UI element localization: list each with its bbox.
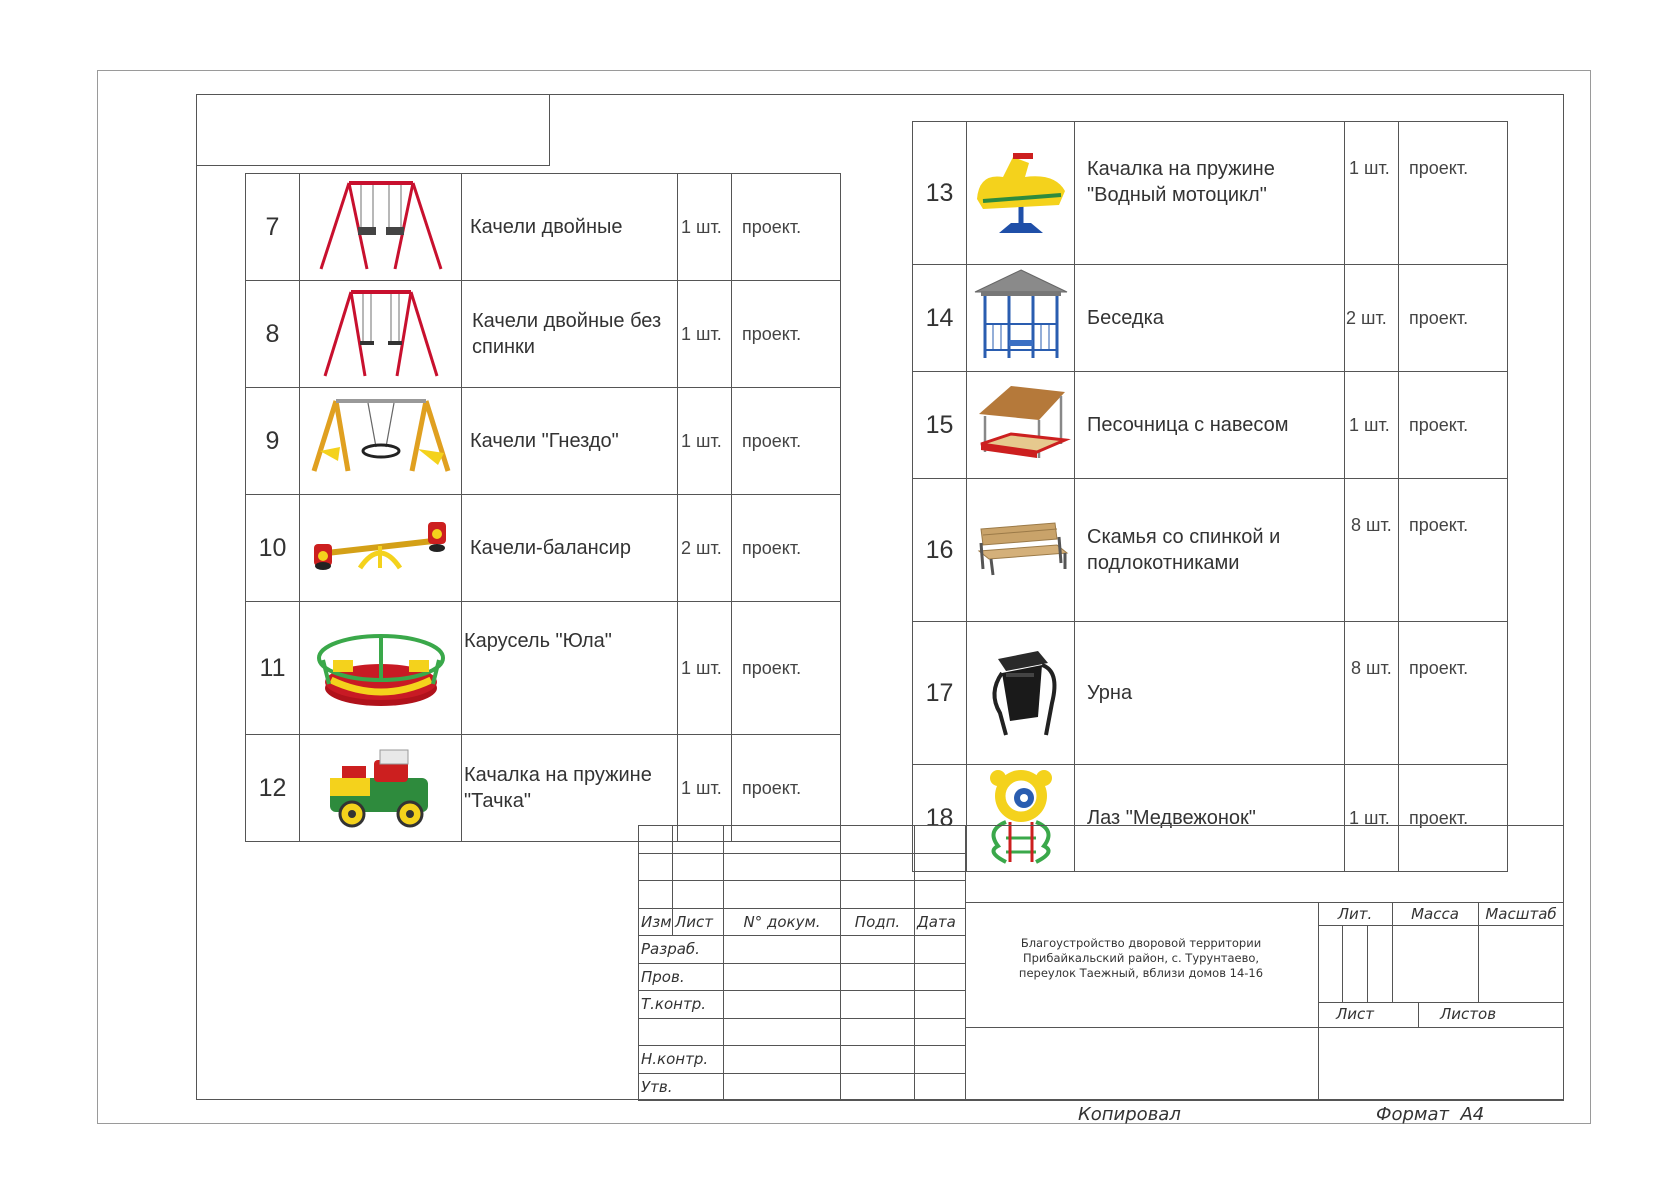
item-image (967, 122, 1075, 265)
empty-cell (639, 1018, 724, 1046)
item-number: 17 (913, 622, 967, 765)
role-developer: Разраб. (639, 936, 724, 964)
empty-cell (915, 881, 966, 909)
item-quantity: 1 шт. (1345, 765, 1399, 872)
item-status: проект. (732, 735, 841, 842)
item-name: Качалка на пружине "Водный мотоцикл" (1075, 122, 1345, 265)
item-name: Качели двойные (462, 174, 678, 281)
table-row (246, 388, 841, 495)
item-number: 8 (246, 281, 300, 388)
empty-cell (724, 1046, 841, 1074)
table-row (246, 281, 841, 388)
item-number: 13 (913, 122, 967, 265)
item-image (300, 735, 462, 842)
item-number: 11 (246, 602, 300, 735)
item-status: проект. (1399, 622, 1508, 765)
empty-cell (673, 881, 724, 909)
empty-cell (915, 991, 966, 1019)
empty-cell (724, 963, 841, 991)
item-name: Урна (1075, 622, 1345, 765)
empty-cell (841, 853, 915, 881)
empty-cell (841, 963, 915, 991)
empty-cell (724, 881, 841, 909)
project-title-line: переулок Таежный, вблизи домов 14-16 (1018, 966, 1264, 980)
carousel-icon (311, 618, 451, 714)
bench-icon (971, 513, 1071, 583)
gazebo-icon (971, 266, 1071, 366)
trash-bin-icon (976, 643, 1066, 739)
header-list: Лист (673, 908, 724, 936)
item-quantity: 2 шт. (1345, 265, 1399, 372)
item-number: 10 (246, 495, 300, 602)
empty-cell (915, 1046, 966, 1074)
lit-label: Лит. (1337, 905, 1373, 923)
item-quantity: 1 шт. (678, 602, 732, 735)
item-name: Качели-балансир (462, 495, 678, 602)
copied-label: Копировал (1078, 1104, 1181, 1125)
title-block-divider (1418, 1002, 1419, 1027)
item-image (967, 622, 1075, 765)
swing-double-icon (311, 177, 451, 273)
item-name: Качели двойные без спинки (462, 281, 678, 388)
title-block-divider (1367, 926, 1368, 1002)
item-name: Скамья со спинкой и подлокотниками (1075, 479, 1345, 622)
item-number: 7 (246, 174, 300, 281)
empty-cell (724, 991, 841, 1019)
item-name: Карусель "Юла" (462, 602, 678, 735)
item-quantity: 1 шт. (678, 735, 732, 842)
scale-label: Масштаб (1485, 905, 1557, 923)
header-date: Дата (915, 908, 966, 936)
item-quantity: 8 шт. (1345, 479, 1399, 622)
role-norm-control: Н.контр. (639, 1046, 724, 1074)
table-row (913, 122, 1508, 265)
empty-cell (915, 1073, 966, 1101)
top-left-label-box (196, 94, 550, 166)
empty-cell (915, 1018, 966, 1046)
item-image (967, 265, 1075, 372)
empty-cell (724, 936, 841, 964)
equipment-table-right (912, 121, 1508, 872)
item-image (300, 174, 462, 281)
item-status: проект. (732, 388, 841, 495)
empty-cell (673, 826, 724, 854)
table-row (246, 174, 841, 281)
swing-double-no-back-icon (311, 284, 451, 380)
empty-cell (639, 853, 673, 881)
nest-swing-icon (306, 391, 456, 487)
item-number: 12 (246, 735, 300, 842)
item-status: проект. (732, 495, 841, 602)
empty-cell (724, 826, 841, 854)
item-status: проект. (732, 174, 841, 281)
empty-cell (841, 1018, 915, 1046)
item-quantity: 1 шт. (1345, 372, 1399, 479)
item-number: 14 (913, 265, 967, 372)
item-image (300, 495, 462, 602)
item-name: Лаз "Медвежонок" (1075, 765, 1345, 872)
item-image (300, 388, 462, 495)
header-signature: Подп. (841, 908, 915, 936)
item-quantity: 1 шт. (678, 281, 732, 388)
item-quantity: 1 шт. (678, 174, 732, 281)
sandbox-canopy-icon (971, 378, 1071, 468)
item-status: проект. (1399, 765, 1508, 872)
item-quantity: 8 шт. (1345, 622, 1399, 765)
empty-cell (915, 853, 966, 881)
equipment-table-left (245, 173, 841, 842)
role-tech-control: Т.контр. (639, 991, 724, 1019)
role-checked: Пров. (639, 963, 724, 991)
title-block-divider (1342, 926, 1343, 1002)
empty-cell (915, 936, 966, 964)
item-quantity: 1 шт. (1345, 122, 1399, 265)
header-izm: Изм (639, 908, 673, 936)
item-number: 9 (246, 388, 300, 495)
item-name: Беседка (1075, 265, 1345, 372)
item-name: Песочница с навесом (1075, 372, 1345, 479)
table-row (246, 495, 841, 602)
item-image (300, 602, 462, 735)
empty-cell (915, 963, 966, 991)
item-status: проект. (1399, 479, 1508, 622)
item-status: проект. (1399, 122, 1508, 265)
item-number: 18 (913, 765, 967, 872)
table-row (913, 479, 1508, 622)
empty-cell (724, 853, 841, 881)
table-row (246, 602, 841, 735)
header-doc-number: N° докум. (724, 908, 841, 936)
empty-cell (841, 1046, 915, 1074)
empty-cell (841, 1073, 915, 1101)
project-title-line: Прибайкальский район, с. Турунтаево, (1022, 951, 1260, 965)
seesaw-icon (308, 506, 453, 586)
title-block-signatures (638, 825, 966, 1101)
empty-cell (841, 936, 915, 964)
item-quantity: 2 шт. (678, 495, 732, 602)
item-quantity: 1 шт. (678, 388, 732, 495)
item-number: 15 (913, 372, 967, 479)
item-name: Качалка на пружине "Тачка" (462, 735, 678, 842)
project-title (980, 936, 1302, 981)
item-image (300, 281, 462, 388)
item-status: проект. (732, 602, 841, 735)
table-row (913, 265, 1508, 372)
item-number: 16 (913, 479, 967, 622)
empty-cell (724, 1018, 841, 1046)
empty-cell (841, 881, 915, 909)
title-block-divider (965, 1027, 1564, 1028)
spring-car-icon (316, 738, 446, 834)
sheet-label: Лист (1336, 1005, 1375, 1023)
format-label: Формат А4 (1376, 1104, 1485, 1125)
table-row (913, 622, 1508, 765)
item-status: проект. (732, 281, 841, 388)
item-image (967, 479, 1075, 622)
empty-cell (673, 853, 724, 881)
item-status: проект. (1399, 265, 1508, 372)
project-title-line: Благоустройство дворовой территории (1020, 936, 1262, 950)
empty-cell (639, 826, 673, 854)
empty-cell (639, 881, 673, 909)
role-approved: Утв. (639, 1073, 724, 1101)
sheets-total-label: Листов (1440, 1005, 1497, 1023)
item-image (967, 372, 1075, 479)
item-name: Качели "Гнездо" (462, 388, 678, 495)
empty-cell (841, 826, 915, 854)
spring-jetski-icon (969, 143, 1073, 239)
empty-cell (915, 826, 966, 854)
empty-cell (841, 991, 915, 1019)
mass-label: Масса (1411, 905, 1459, 923)
empty-cell (724, 1073, 841, 1101)
table-row (913, 372, 1508, 479)
item-status: проект. (1399, 372, 1508, 479)
